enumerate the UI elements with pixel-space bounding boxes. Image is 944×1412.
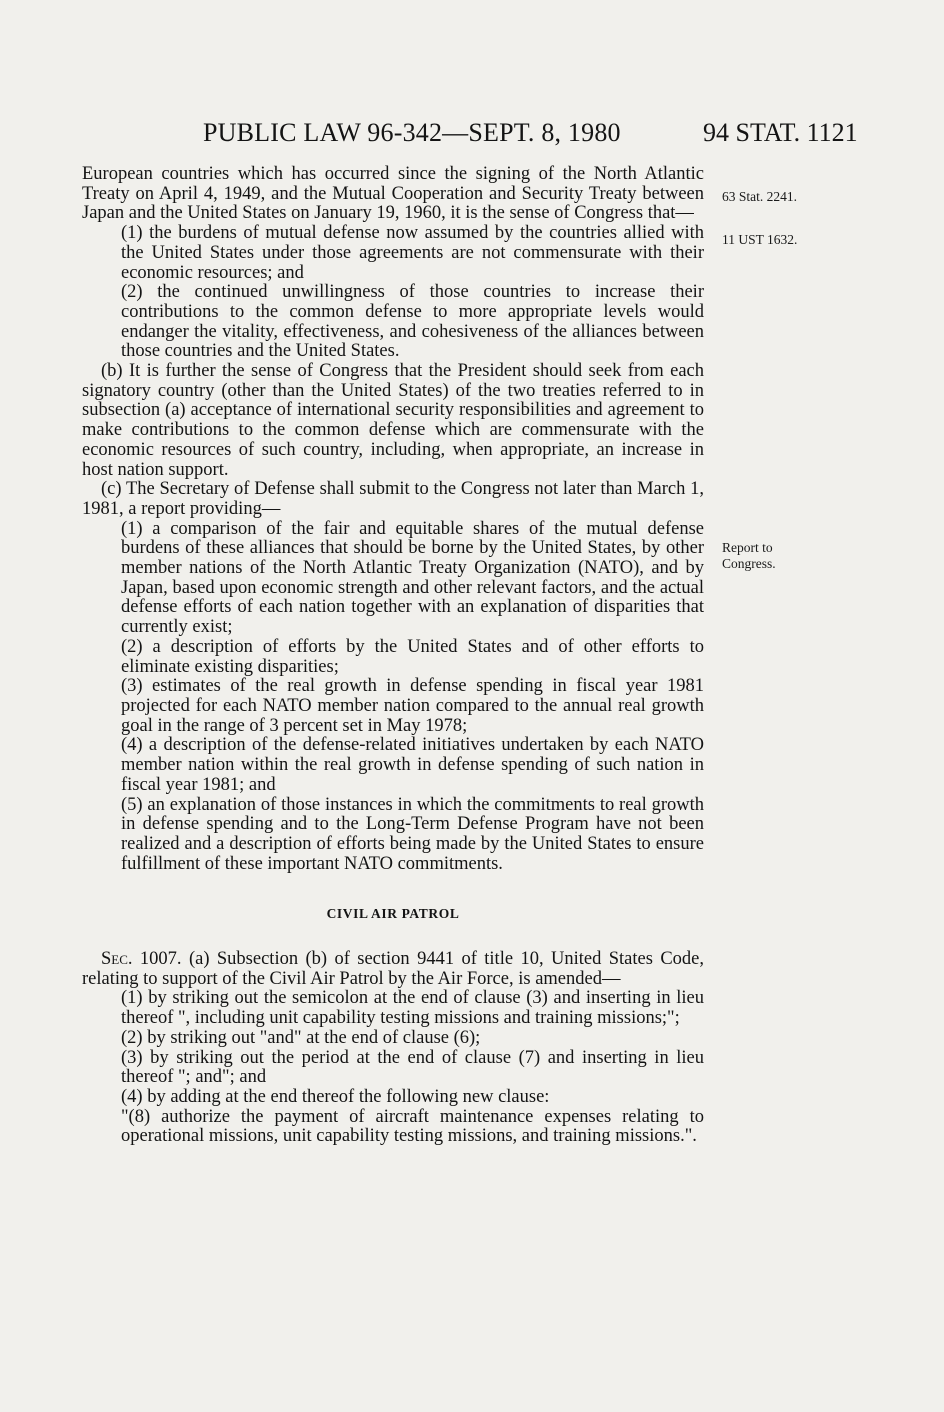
new-clause-8: "(8) authorize the payment of aircraft maintenance expenses relating to operational missions, unit capability testing missions, and training missions.". xyxy=(121,1106,704,1147)
section-1007-text: 1007. (a) Subsection (b) of section 9441 of title 10, United States Code, relating to support of the Civil Air Patrol by the Air Force, is amended— xyxy=(82,949,704,989)
margin-note-ust-citation: 11 UST 1632. xyxy=(722,232,798,247)
running-head: PUBLIC LAW 96-342—SEPT. 8, 1980 xyxy=(203,118,621,147)
clause-a2: (2) the continued unwillingness of those countries to increase their contributions to the common defense to more appropriate levels would endanger the vitality, effectiveness, and cohesiveness of the alliances between those countries and the United States. xyxy=(121,282,704,362)
margin-note-report-to-congress: Report to Congress. xyxy=(722,540,776,571)
amendment-2: (2) by striking out "and" at the end of clause (6); xyxy=(121,1027,481,1048)
clause-c4: (4) a description of the defense-related initiatives undertaken by each NATO member nation within the real growth in defense spending of such nation in fiscal year 1981; and xyxy=(121,735,704,795)
margin-note-stat-citation: 63 Stat. 2241. xyxy=(722,189,798,204)
subsection-c: (c) The Secretary of Defense shall submit to the Congress not later than March 1, 1981, a report providing— xyxy=(82,479,704,519)
body-text xyxy=(82,165,704,1147)
page-header xyxy=(0,118,944,154)
clause-a1: (1) the burdens of mutual defense now assumed by the countries allied with the United States under those agreements are not commensurate with their economic resources; and xyxy=(121,223,704,283)
section-heading: CIVIL AIR PATROL xyxy=(326,906,460,922)
amendment-1: (1) by striking out the semicolon at the end of clause (3) and inserting in lieu thereof ", including unit capability testing missions and training missions;"; xyxy=(121,988,704,1029)
section-label: Sec. xyxy=(101,949,133,970)
clause-c1: (1) a comparison of the fair and equitable shares of the mutual defense burdens of these alliances that should be borne by the United States, by other member nations of the North Atlantic Treaty Organization (NATO), and by Japan, based upon economic strength and other relevant factors, and the actual defense efforts of each nation together with an explanation of disparities that currently exist; xyxy=(121,518,704,638)
amendment-4: (4) by adding at the end thereof the following new clause: xyxy=(121,1086,550,1107)
paragraph-intro: European countries which has occurred since the signing of the North Atlantic Treaty on April 4, 1949, and the Mutual Cooperation and Security Treaty between Japan and the United States on January 19, 1960, it is the sense of Congress that— xyxy=(82,164,704,224)
amendment-3: (3) by striking out the period at the end of clause (7) and inserting in lieu thereof "; and"; and xyxy=(121,1047,704,1088)
statute-page-number: 94 STAT. 1121 xyxy=(703,118,858,147)
section-1007 xyxy=(82,950,704,989)
clause-c5: (5) an explanation of those instances in which the commitments to real growth in defense spending and to the Long-Term Defense Program have not been realized and a description of efforts being made by the United States to ensure fulfillment of these important NATO commitments. xyxy=(121,794,704,874)
subsection-b: (b) It is further the sense of Congress that the President should seek from each signatory country (other than the United States) of the two treaties referred to in subsection (a) acceptance of international security responsibilities and agreement to make contributions to the common defense which are commensurate with the economic resources of such country, including, when appropriate, an increase in host nation support. xyxy=(82,361,704,480)
clause-c3: (3) estimates of the real growth in defense spending in fiscal year 1981 projected for each NATO member nation compared to the annual real growth goal in the range of 3 percent set in May 1978; xyxy=(121,676,704,736)
clause-c2: (2) a description of efforts by the United States and of other efforts to eliminate existing disparities; xyxy=(121,636,704,677)
